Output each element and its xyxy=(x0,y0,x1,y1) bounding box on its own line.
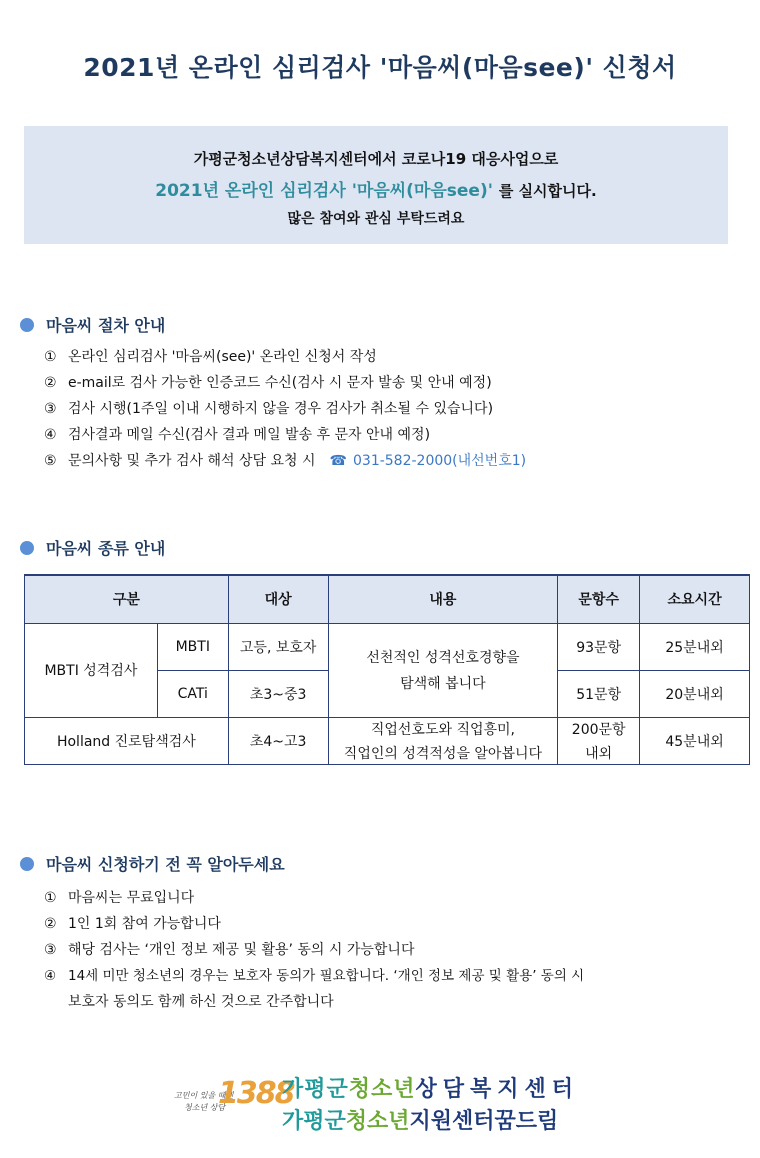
item-text: 14세 미만 청소년의 경우는 보호자 동의가 필요합니다. ‘개인 정보 제공 및 활용’ 동의 시 xyxy=(68,968,585,984)
holland-items-line-1: 200문항 xyxy=(571,721,626,738)
item-text: 마음씨는 무료입니다 xyxy=(68,890,195,906)
cati-time-cell: 20분내외 xyxy=(640,670,750,717)
holland-name-cell: Holland 진로탐색검사 xyxy=(25,717,229,764)
header-time: 소요시간 xyxy=(640,575,750,623)
table-row xyxy=(25,717,750,764)
cati-target-cell: 초3~중3 xyxy=(228,670,328,717)
procedure-list xyxy=(44,344,526,474)
list-item xyxy=(44,963,584,989)
holland-target-cell: 초4~고3 xyxy=(228,717,328,764)
header-content: 내용 xyxy=(328,575,558,623)
org-name-1 xyxy=(282,1072,579,1103)
org2-part-b: 청소년 xyxy=(345,1109,410,1134)
phone-icon: ☎ xyxy=(329,453,347,469)
cati-items-cell: 51문항 xyxy=(558,670,640,717)
phone-number: 031-582-2000(내선번호1) xyxy=(353,453,527,469)
list-item xyxy=(44,885,584,911)
notice-line-1: 가평군청소년상담복지센터에서 코로나19 대응사업으로 xyxy=(193,150,559,168)
item-text: 해당 검사는 ‘개인 정보 제공 및 활용’ 동의 시 가능합니다 xyxy=(68,942,415,958)
notes-list xyxy=(44,885,584,1015)
phone-link[interactable] xyxy=(330,453,527,469)
list-item xyxy=(44,448,526,474)
item-text: 검사 시행(1주일 이내 시행하지 않을 경우 검사가 취소될 수 있습니다) xyxy=(68,401,494,417)
list-item xyxy=(44,344,526,370)
logo-tagline-2: 청소년 상담 xyxy=(184,1103,226,1112)
bullet-dot-icon xyxy=(20,541,34,555)
item-number: ④ xyxy=(44,427,57,443)
table-header-row xyxy=(25,575,750,623)
notice-highlight: 2021년 온라인 심리검사 '마음씨(마음see)' xyxy=(155,181,493,201)
item-number: ③ xyxy=(44,401,57,417)
holland-content-line-2: 직업인의 성격적성을 알아봅니다 xyxy=(343,745,543,762)
logo-tagline-1: 고민이 있을 때엔 xyxy=(174,1091,234,1100)
page-title: 2021년 온라인 심리검사 '마음씨(마음see)' 신청서 xyxy=(83,53,677,82)
header-items: 문항수 xyxy=(558,575,640,623)
mbti-content-line-1: 선천적인 성격선호경향을 xyxy=(366,650,520,666)
notes-heading-label: 마음씨 신청하기 전 꼭 알아두세요 xyxy=(46,855,285,874)
holland-content-cell xyxy=(328,717,558,764)
item-text: e-mail로 검사 가능한 인증코드 수신(검사 시 문자 발송 및 안내 예정) xyxy=(68,375,492,391)
table-row xyxy=(25,623,750,670)
footer-logo xyxy=(168,1072,588,1140)
types-heading xyxy=(20,536,165,559)
cati-name-cell: CATi xyxy=(157,670,228,717)
mbti-content-line-2: 탐색해 봅니다 xyxy=(400,676,486,692)
bullet-dot-icon xyxy=(20,318,34,332)
types-heading-label: 마음씨 종류 안내 xyxy=(46,539,166,558)
org2-part-c: 지원센터꿈드림 xyxy=(409,1109,559,1134)
org1-part-c: 상담복지센터 xyxy=(415,1077,580,1102)
mbti-name-cell: MBTI xyxy=(157,623,228,670)
org1-part-a: 가평군 xyxy=(282,1077,349,1102)
item-text: 문의사항 및 추가 검사 해석 상담 요청 시 xyxy=(68,453,316,469)
list-item xyxy=(44,911,584,937)
item-number: ② xyxy=(44,375,57,391)
org-name-2 xyxy=(282,1104,558,1135)
bullet-dot-icon xyxy=(20,857,34,871)
notice-line-2 xyxy=(24,176,728,201)
list-item xyxy=(44,422,526,448)
mbti-items-cell: 93문항 xyxy=(558,623,640,670)
logo-1388: 1388 xyxy=(218,1076,294,1111)
notice-line-3: 많은 참여와 관심 부탁드려요 xyxy=(287,211,465,227)
item-text: 1인 1회 참여 가능합니다 xyxy=(68,916,221,932)
mbti-target-cell: 고등, 보호자 xyxy=(228,623,328,670)
holland-content-line-1: 직업선호도와 직업흥미, xyxy=(370,721,515,738)
header-category: 구분 xyxy=(25,575,229,623)
org2-part-a: 가평군 xyxy=(282,1109,346,1134)
item-number: ② xyxy=(44,916,57,932)
mbti-time-cell: 25분내외 xyxy=(640,623,750,670)
item-number: ① xyxy=(44,349,57,365)
list-item xyxy=(44,937,584,963)
mbti-group-cell: MBTI 성격검사 xyxy=(25,623,158,717)
holland-items-line-2: 내외 xyxy=(585,745,613,762)
item-number: ④ xyxy=(44,968,57,984)
item-number: ① xyxy=(44,890,57,906)
holland-time-cell: 45분내외 xyxy=(640,717,750,764)
item-number: ⑤ xyxy=(44,453,57,469)
item-number: ③ xyxy=(44,942,57,958)
list-item xyxy=(44,370,526,396)
notice-line-2-tail: 를 실시합니다. xyxy=(498,182,597,200)
header-target: 대상 xyxy=(228,575,328,623)
procedure-heading xyxy=(20,313,165,336)
mbti-content-cell xyxy=(328,623,558,717)
types-table xyxy=(24,574,750,765)
notice-box xyxy=(24,126,728,244)
list-item-continuation: 보호자 동의도 함께 하신 것으로 간주합니다 xyxy=(68,994,334,1010)
org1-part-b: 청소년 xyxy=(348,1077,416,1102)
item-text: 검사결과 메일 수신(검사 결과 메일 발송 후 문자 안내 예정) xyxy=(68,427,431,443)
list-item xyxy=(44,396,526,422)
holland-items-cell xyxy=(558,717,640,764)
procedure-heading-label: 마음씨 절차 안내 xyxy=(46,316,166,335)
item-text: 온라인 심리검사 '마음씨(see)' 온라인 신청서 작성 xyxy=(68,349,377,365)
notes-heading xyxy=(20,852,285,875)
